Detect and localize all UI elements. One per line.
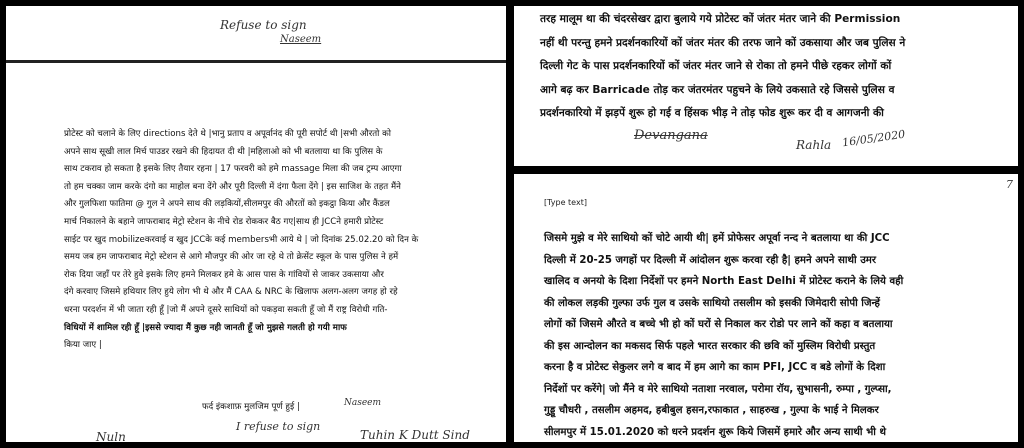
statement-line: लोगों कों जिसमे औरते व बच्चे भी हो कों घरों से निकाल कर रोडो पर लाने कों कहा व बतलाया	[544, 319, 893, 330]
statement-line: नहीं थी परन्तु हमने प्रदर्शनकारियों कों जंतर मंतर की तरफ जाने कों उकसाया और जब पुलिस ने	[540, 36, 906, 49]
margin-mark: Nuln	[96, 430, 126, 442]
statement-line: तो हम चक्का जाम करके दंगो का माहोल बना देंगे और पूरी दिल्ली में दंगा फैला देंगे | इस साजिश के तहत मैंने	[64, 181, 401, 192]
statement-line: दिल्ली गेट के पास प्रदर्शनकारियों कों जंतर मंतर जाने से रोका तो हमने पीछे रहकर लोगों कों	[540, 60, 892, 72]
statement-line: गुड्डू चौधरी , तसलीम अहमद, हबीबुल हसन,रफाकात , साहरुख , गुल्पा के भाई ने मिलकर	[544, 405, 879, 416]
statement-line: दंगे करवाए जिसमे हथियार लिए हुये लोग भी थे और मैं CAA & NRC के खिलाफ अलग-अलग जगह हो रहे	[64, 287, 398, 298]
statement-line: प्रदर्शनकारियो में झड़पें शुरू हो गई व हिंसक भीड़ ने तोड़ फोड शुरू कर दी व आगजनी की	[540, 107, 884, 119]
statement-line: जिसमे मुझे व मेरे साथियो कों चोटे आयी थी| हमें प्रोफेसर अपूर्वा नन्द ने बतलाया था की JCC	[544, 233, 890, 244]
statement-line: करना है व प्रोटेस्ट सेकुलर लगे व बाद में हम आगे का काम PFI, JCC व बडे लोगों के दिशा	[544, 362, 886, 373]
statement-line: निर्देशों पर करेंगे| जो मैंने व मेरे साथियो नताशा नरवाल, परोमा रॉय, सुभासनी, रुम्पा , गुल्प्सा,	[544, 383, 892, 395]
officer-signature: Rahla	[796, 138, 832, 152]
refuse-note-footer: I refuse to sign	[236, 420, 321, 433]
statement-line: की लोकल लड़की गुल्फा उर्फ गुल व उसके साथियो तसलीम को इसकी जिमेदारी सोपी जिन्हें	[544, 297, 880, 309]
statement-line: आगे बढ़ कर Barricade तोड़ कर जंतरमंतर पहुचने के लिये उकसाते रहे जिससे पुलिस व	[540, 83, 895, 96]
statement-line: तरह मालूम था की चंदरसेखर द्वारा बुलाये गये प्रोटेस्ट कों जंतर मंतर जाने की Permission	[540, 13, 901, 25]
signature-date: 16/05/2020	[841, 127, 907, 150]
statement-line: समय जब हम जाफराबाद मेट्रो स्टेशन से आगे मौजपुर की ओर जा रहे थे तो क्रेसेंट स्कूल के पास पुलिस ने हमें	[64, 252, 399, 263]
right-bottom-document-page	[514, 174, 1018, 442]
right-top-document-page	[514, 6, 1018, 166]
statement-line: धरना परदर्शन में भी जाता रही हूँ |जो मैं अपने दूसरे साथियों को पकड़वा सकती हूँ जो मैं राष्ट्र विरोधी गति-	[64, 305, 388, 315]
statement-line: प्रोटेस्ट को चलाने के लिए directions देते थे |भानु प्रताप व अपूर्वानंद की पूरी सपोर्ट थी |सभी औरतो को	[64, 129, 391, 139]
left-document-page	[6, 6, 506, 442]
refuse-note-top: Refuse to sign	[220, 18, 307, 32]
signature-top: Naseem	[280, 34, 322, 45]
statement-line: सीलमपुर में 15.01.2020 को धरने प्रदर्शन शुरू किये जिसमें हमारे और अन्य साथी भी थे	[544, 426, 886, 438]
statement-line: मार्च निकालने के बहाने जाफराबाद मेट्रो स्टेशन के नीचे रोड रोककर बैठ गए|साथ ही JCCने हमारी प्रोटेस्ट	[64, 217, 384, 227]
statement-closing: फर्द इंकशाफ़ मुलजिम पूर्ण हुई |	[202, 402, 300, 412]
statement-line: साथ टकराव हो सकता है इसके लिए तैयार रहना | 17 फरवरी को हमे massage मिला की जब ट्रम्प आएगा	[64, 164, 402, 175]
type-text-placeholder: [Type text]	[544, 198, 587, 207]
statement-line: विधियों में शामिल रही हूँ |इससे ज्यादा मैं कुछ नही जानती हूँ जो मुझसे गलती हो गयी माफ	[64, 322, 347, 333]
signature-devangana: Devangana	[634, 128, 708, 143]
signature-footer: Naseem	[344, 398, 382, 408]
statement-line: किया जाए |	[64, 340, 102, 351]
statement-line: दिल्ली में 20-25 जगहों पर दिल्ली में आंदोलन शुरू करवा रही है| हमने अपने साथी उमर	[544, 254, 877, 266]
statement-line: खालिद व अनयो के दिशा निर्देशों पर हमने North East Delhi में प्रोटेस्ट कराने के लिये वही	[544, 276, 904, 287]
scan-edge	[6, 60, 506, 63]
statement-line: साईट पर खुद mobilizeकरवाई व खुद JCCके कई membersभी आये थे | जो दिनांक 25.02.20 को दिन के	[64, 234, 419, 245]
statement-line: अपने साथ सूखी लाल मिर्च पाउडर रखने की हिदायत दी थी |महिलाओ को भी बतलाया था कि पुलिस के	[64, 146, 383, 157]
statement-line: रोक दिया जहाँ पर तेरे हुवे इसके लिए हमने मिलकर हमे के आस पास के गांवियों से जाकर उकसाया और	[64, 269, 384, 280]
officer-signature: Tuhin K Dutt Sind	[360, 428, 470, 442]
statement-line: और गुलफिशा फातिमा @ गुल ने अपने साथ की लड़कियों,सीलमपुर की औरतों को इकट्ठा किया और कैंडल	[64, 199, 390, 210]
statement-line: की इस आन्दोलन का मकसद सिर्फ पहले भारत सरकार की छवि कों मुस्लिम विरोधी प्रस्तुत	[544, 340, 876, 352]
page-mark: 7	[1006, 178, 1013, 191]
